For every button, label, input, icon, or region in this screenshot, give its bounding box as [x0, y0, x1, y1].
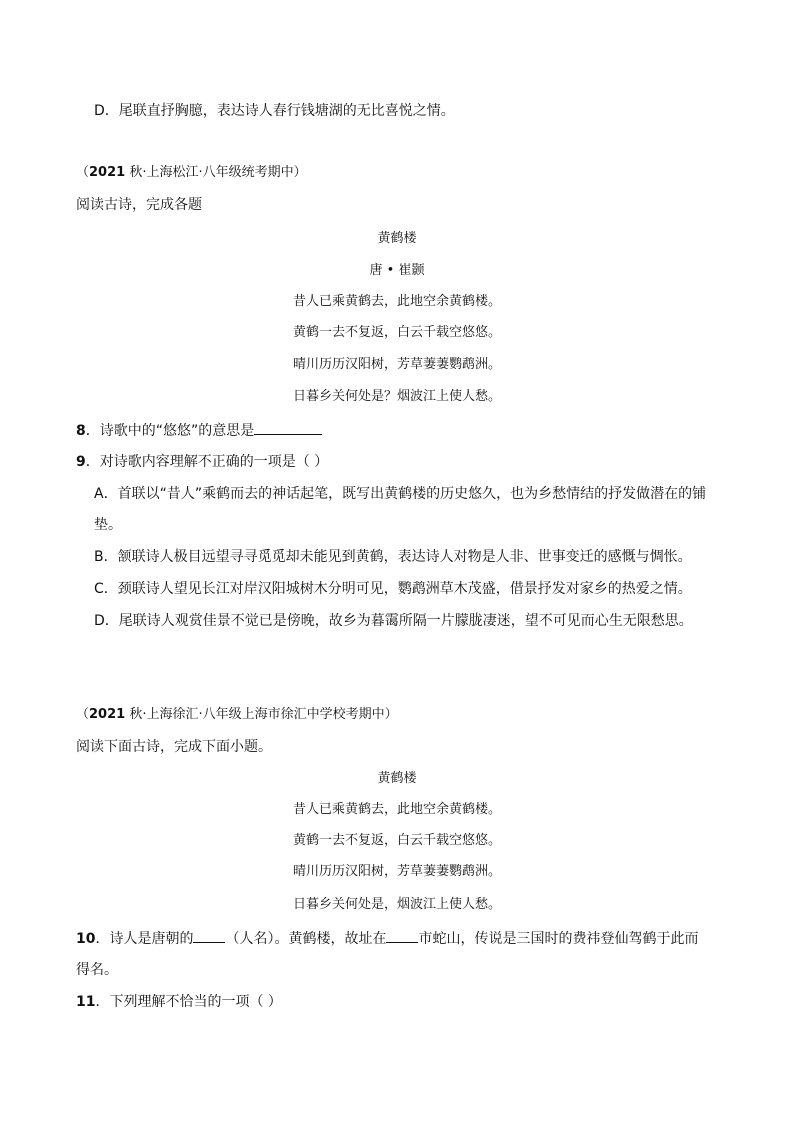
- question-8: [76, 420, 322, 441]
- question-10-cont: 得名。: [76, 962, 118, 978]
- source-note-2: [76, 705, 398, 725]
- poem-line-2-3: 晴川历历汉阳树，芳草萋萋鹦鹉洲。: [292, 864, 501, 879]
- instruction-1: 阅读古诗，完成各题: [76, 197, 202, 213]
- prev-option-d: D．尾联直抒胸臆，表达诗人春行钱塘湖的无比喜悦之情。: [94, 103, 455, 119]
- question-number: 11: [76, 994, 96, 1010]
- poem-line-2-1: 昔人已乘黄鹤去，此地空余黄鹤楼。: [292, 802, 501, 817]
- source-open: （: [76, 165, 90, 180]
- q9-option-a-cont: 垫。: [94, 517, 122, 533]
- source-open: （: [76, 707, 90, 722]
- answer-blank-city[interactable]: [386, 928, 418, 943]
- poem-line-2-2: 黄鹤一去不复返，白云千载空悠悠。: [292, 833, 501, 848]
- question-10: [76, 928, 698, 949]
- source-year: 2021: [89, 707, 126, 722]
- poem-title-2: 黄鹤楼: [377, 771, 417, 786]
- q9-option-b[interactable]: B．颔联诗人极目远望寻寻觅觅却未能见到黄鹤，表达诗人对物是人非、世事变迁的感慨与惆怅。: [94, 549, 692, 565]
- question-text: ．诗歌中的“悠悠”的意思是: [85, 423, 255, 439]
- poem-line-1-3: 晴川历历汉阳树，芳草萋萋鹦鹉洲。: [292, 357, 501, 372]
- q9-option-c[interactable]: C．颈联诗人望见长江对岸汉阳城树木分明可见，鹦鹉洲草木茂盛，借景抒发对家乡的热爱之情。: [94, 581, 692, 597]
- q9-option-d[interactable]: D．尾联诗人观赏佳景不觉已是傍晚，故乡为暮霭所隔一片朦胧凄迷，望不可见而心生无限愁思。: [94, 613, 693, 629]
- q9-option-a[interactable]: A．首联以“昔人”乘鹤而去的神话起笔，既写出黄鹤楼的历史悠久，也为乡愁情结的抒发做潜在的铺: [94, 486, 707, 502]
- question-text-part2: （人名）。黄鹤楼，故址在: [225, 931, 387, 947]
- poem-line-1-1: 昔人已乘黄鹤去，此地空余黄鹤楼。: [292, 294, 501, 309]
- question-number: 9: [76, 454, 86, 470]
- question-number: 10: [76, 931, 96, 947]
- question-text: ．下列理解不恰当的一项（ ）: [95, 994, 282, 1010]
- question-text-part1: ．诗人是唐朝的: [95, 931, 194, 947]
- question-9: [76, 452, 328, 472]
- poem-line-1-4: 日暮乡关何处是？烟波江上使人愁。: [292, 389, 501, 404]
- source-rest: 秋·上海松江·八年级统考期中）: [125, 165, 307, 180]
- question-number: 8: [76, 423, 86, 439]
- poem-author-1: 唐 • 崔颢: [369, 263, 425, 278]
- answer-blank[interactable]: [254, 420, 322, 435]
- question-text: ．对诗歌内容理解不正确的一项是（ ）: [85, 454, 329, 470]
- source-year: 2021: [89, 165, 126, 180]
- source-note-1: [76, 163, 307, 183]
- answer-blank-poet[interactable]: [193, 928, 225, 943]
- instruction-2: 阅读下面古诗，完成下面小题。: [76, 739, 272, 755]
- poem-line-2-4: 日暮乡关何处是，烟波江上使人愁。: [292, 897, 501, 912]
- poem-line-1-2: 黄鹤一去不复返，白云千载空悠悠。: [292, 325, 501, 340]
- question-text-part3: 市蛇山，传说是三国时的费祎登仙驾鹤于此而: [418, 931, 699, 947]
- question-11: [76, 992, 282, 1012]
- source-rest: 秋·上海徐汇·八年级上海市徐汇中学校考期中）: [125, 707, 398, 722]
- poem-title-1: 黄鹤楼: [377, 231, 417, 246]
